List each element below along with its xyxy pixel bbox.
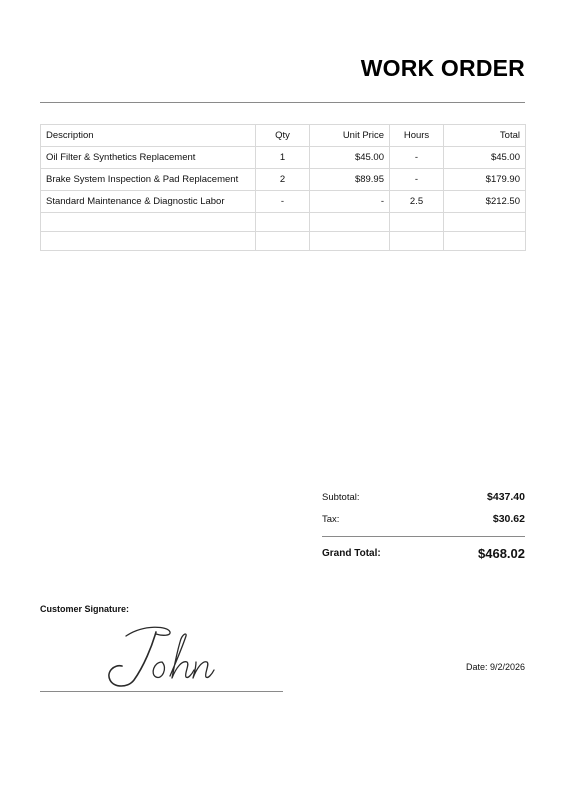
- column-header-description: Description: [41, 125, 256, 147]
- cell-description: Standard Maintenance & Diagnostic Labor: [41, 191, 256, 213]
- cell-hours: -: [390, 147, 444, 169]
- empty-cell: [41, 232, 256, 251]
- grand-total-row: [322, 541, 525, 565]
- empty-cell: [310, 232, 390, 251]
- cell-description: Brake System Inspection & Pad Replacement: [41, 169, 256, 191]
- header-divider: [40, 102, 525, 103]
- cell-qty: 2: [256, 169, 310, 191]
- signature-line: [40, 691, 283, 692]
- empty-cell: [310, 213, 390, 232]
- empty-cell: [41, 213, 256, 232]
- work-order-title: WORK ORDER: [360, 55, 525, 81]
- date-text: Date: 9/2/2026: [465, 662, 525, 672]
- tax-row: [322, 508, 525, 530]
- subtotal-value: $437.40: [487, 491, 525, 503]
- table-header-row: [41, 125, 526, 147]
- totals-divider: [322, 536, 525, 537]
- table-row: [41, 191, 526, 213]
- grand-total-value: $468.02: [478, 545, 525, 561]
- empty-cell: [390, 213, 444, 232]
- empty-cell: [256, 213, 310, 232]
- empty-table-row: [41, 232, 526, 251]
- cell-total: $212.50: [444, 191, 526, 213]
- cell-hours: -: [390, 169, 444, 191]
- cell-unit-price: $89.95: [310, 169, 390, 191]
- empty-table-row: [41, 213, 526, 232]
- cell-total: $179.90: [444, 169, 526, 191]
- subtotal-row: [322, 486, 525, 508]
- empty-cell: [390, 232, 444, 251]
- empty-cell: [444, 213, 526, 232]
- cell-qty: 1: [256, 147, 310, 169]
- table-row: [41, 147, 526, 169]
- empty-cell: [444, 232, 526, 251]
- cell-total: $45.00: [444, 147, 526, 169]
- tax-label: Tax:: [322, 513, 340, 525]
- tax-value: $30.62: [492, 513, 525, 525]
- table-row: [41, 169, 526, 191]
- cell-description: Oil Filter & Synthetics Replacement: [41, 147, 256, 169]
- column-header-hours: Hours: [390, 125, 444, 147]
- signature-label: Customer Signature:: [40, 604, 130, 614]
- totals-summary: [322, 486, 525, 565]
- column-header-total: Total: [444, 125, 526, 147]
- column-header-qty: Qty: [256, 125, 310, 147]
- grand-total-label: Grand Total:: [322, 547, 381, 559]
- cell-hours: 2.5: [390, 191, 444, 213]
- column-header-unit-price: Unit Price: [310, 125, 390, 147]
- handwritten-signature: [104, 622, 264, 690]
- subtotal-label: Subtotal:: [322, 491, 360, 503]
- cell-unit-price: -: [310, 191, 390, 213]
- cell-qty: -: [256, 191, 310, 213]
- cell-unit-price: $45.00: [310, 147, 390, 169]
- line-items-table: [40, 124, 526, 251]
- empty-cell: [256, 232, 310, 251]
